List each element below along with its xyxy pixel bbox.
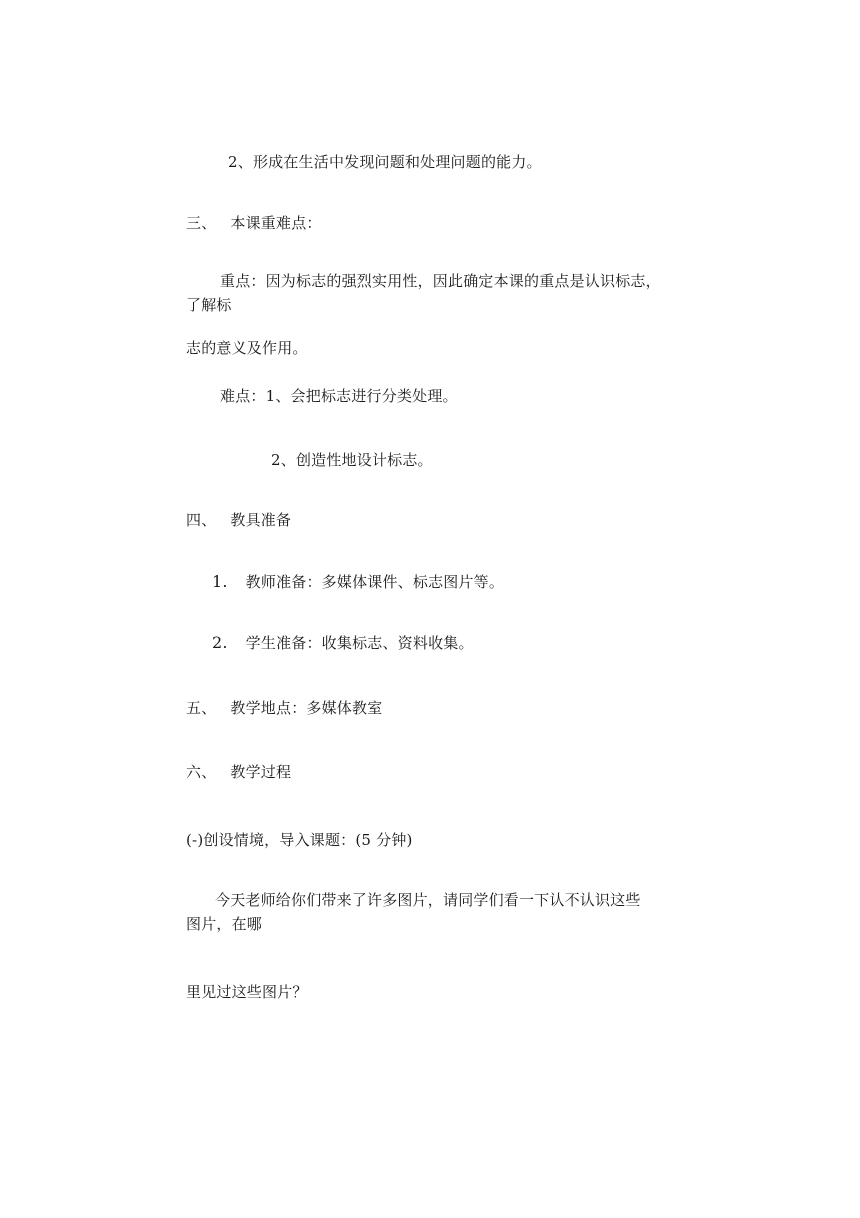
prep-item-1-number: 1. xyxy=(212,572,228,591)
section-4-heading xyxy=(186,510,291,530)
key-point-line-3: 志的意义及作用。 xyxy=(186,339,308,357)
difficult-point-line-1 xyxy=(220,386,458,406)
section-5-number: 五、 xyxy=(186,699,217,717)
prep-item-2-text: 学生准备：收集标志、资料收集。 xyxy=(245,634,474,652)
key-point-line-1: 重点：因为标志的强烈实用性，因此确定本课的重点是认识标志， xyxy=(220,272,661,290)
key-point-line-2: 了解标 xyxy=(186,296,232,314)
section-4-number: 四、 xyxy=(186,511,217,529)
difficult-point-label: 难点： xyxy=(220,387,266,405)
intro-paragraph-line-3: 里见过这些图片？ xyxy=(186,983,308,1001)
section-6-number: 六、 xyxy=(186,763,217,781)
section-4-title: 教具准备 xyxy=(230,511,292,529)
difficult-point-item-2: 2、创造性地设计标志。 xyxy=(271,451,433,469)
section-5-heading xyxy=(186,698,382,718)
prep-item-2-number: 2. xyxy=(212,633,228,652)
intro-paragraph-line-1: 今天老师给你们带来了许多图片，请同学们看一下认不认识这些 xyxy=(215,891,641,909)
section-3-heading xyxy=(186,213,322,233)
section-3-title: 本课重难点： xyxy=(230,214,322,232)
prep-item-1 xyxy=(212,572,504,592)
difficult-point-item-1: 1、会把标志进行分类处理。 xyxy=(265,387,458,405)
prep-item-1-text: 教师准备：多媒体课件、标志图片等。 xyxy=(245,573,505,591)
goal-item-2: 2、形成在生活中发现问题和处理问题的能力。 xyxy=(228,153,542,171)
section-6-heading xyxy=(186,762,291,782)
step-1-heading: (-)创设情境，导入课题：(5 分钟) xyxy=(186,831,413,849)
section-5-title: 教学地点：多媒体教室 xyxy=(230,699,383,717)
prep-item-2 xyxy=(212,633,474,653)
section-3-number: 三、 xyxy=(186,214,217,232)
section-6-title: 教学过程 xyxy=(230,763,292,781)
intro-paragraph-line-2: 图片，在哪 xyxy=(186,915,263,933)
